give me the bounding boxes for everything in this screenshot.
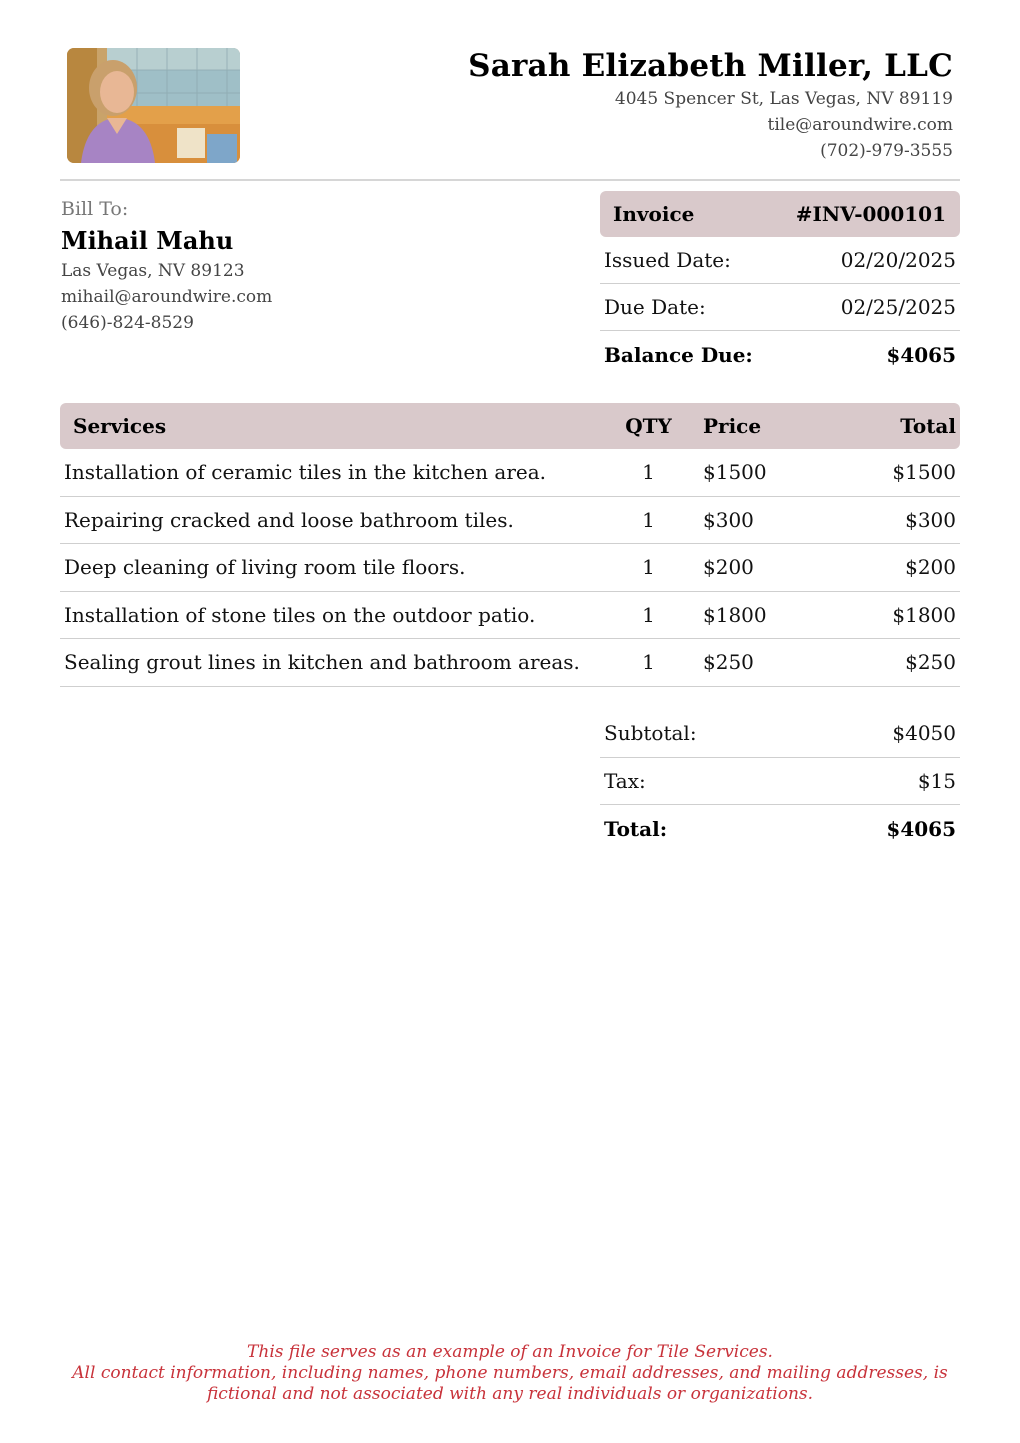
row-total: $300 — [905, 507, 956, 532]
header-divider — [60, 179, 960, 181]
header-total: Total — [900, 414, 956, 438]
table-row — [60, 544, 960, 592]
company-address: 4045 Spencer St, Las Vegas, NV 89119 — [614, 89, 953, 109]
company-info — [468, 46, 953, 164]
row-total: $200 — [905, 555, 956, 580]
row-qty: 1 — [642, 460, 655, 485]
client-phone: (646)-824-8529 — [61, 313, 194, 333]
table-row — [60, 497, 960, 545]
due-date-label: Due Date: — [604, 295, 706, 319]
row-qty: 1 — [642, 507, 655, 532]
issued-date-label: Issued Date: — [604, 248, 731, 272]
row-price: $1800 — [703, 602, 767, 627]
row-service: Sealing grout lines in kitchen and bathroom areas. — [64, 650, 580, 675]
header-qty: QTY — [625, 414, 672, 438]
footer-line-3: fictional and not associated with any real individuals or organizations. — [206, 1384, 814, 1404]
company-name: Sarah Elizabeth Miller, LLC — [468, 48, 953, 84]
client-address: Las Vegas, NV 89123 — [61, 261, 245, 281]
row-price: $200 — [703, 555, 754, 580]
row-total: $1800 — [892, 602, 956, 627]
header-services: Services — [73, 414, 167, 438]
table-row — [60, 592, 960, 640]
due-date-value: 02/25/2025 — [840, 295, 956, 319]
table-row — [60, 639, 960, 687]
due-date-row — [600, 284, 960, 331]
invoice-meta — [600, 191, 960, 378]
company-phone: (702)-979-3555 — [820, 141, 953, 161]
row-price: $300 — [703, 507, 754, 532]
row-qty: 1 — [642, 555, 655, 580]
tax-row — [600, 758, 960, 806]
balance-due-row — [600, 331, 960, 378]
row-price: $1500 — [703, 460, 767, 485]
total-value: $4065 — [886, 816, 956, 841]
row-qty: 1 — [642, 650, 655, 675]
row-price: $250 — [703, 650, 754, 675]
row-total: $250 — [905, 650, 956, 675]
totals-block — [600, 710, 960, 853]
header-price: Price — [703, 414, 762, 438]
invoice-number: #INV-000101 — [795, 202, 946, 226]
owner-photo — [67, 48, 240, 163]
issued-date-row — [600, 237, 960, 284]
footer-line-2: All contact information, including names, phone numbers, email addresses, and mailing addresses, is — [72, 1363, 948, 1383]
row-qty: 1 — [642, 602, 655, 627]
row-service: Deep cleaning of living room tile floors. — [64, 555, 466, 580]
subtotal-label: Subtotal: — [604, 721, 697, 746]
bill-to-block — [61, 196, 272, 336]
total-row — [600, 805, 960, 853]
company-email: tile@aroundwire.com — [767, 115, 953, 135]
issued-date-value: 02/20/2025 — [840, 248, 956, 272]
footer-line-1: This file serves as an example of an Invoice for Tile Services. — [247, 1342, 773, 1362]
invoice-meta-header — [600, 191, 960, 237]
row-service: Repairing cracked and loose bathroom tiles. — [64, 507, 514, 532]
row-service: Installation of stone tiles on the outdoor patio. — [64, 602, 536, 627]
balance-due-label: Balance Due: — [604, 342, 753, 367]
subtotal-row — [600, 710, 960, 758]
services-table — [60, 403, 960, 687]
total-label: Total: — [604, 816, 668, 841]
subtotal-value: $4050 — [892, 721, 956, 746]
footer-disclaimer — [0, 1342, 1020, 1405]
table-row — [60, 449, 960, 497]
balance-due-value: $4065 — [886, 342, 956, 367]
tax-value: $15 — [917, 768, 956, 793]
bill-to-label: Bill To: — [61, 198, 129, 220]
invoice-label: Invoice — [613, 202, 695, 226]
client-email: mihail@aroundwire.com — [61, 287, 273, 307]
client-name: Mihail Mahu — [61, 226, 234, 255]
tax-label: Tax: — [604, 768, 646, 793]
services-table-header — [60, 403, 960, 449]
row-total: $1500 — [892, 460, 956, 485]
owner-photo-image — [67, 48, 240, 163]
row-service: Installation of ceramic tiles in the kitchen area. — [64, 460, 547, 485]
